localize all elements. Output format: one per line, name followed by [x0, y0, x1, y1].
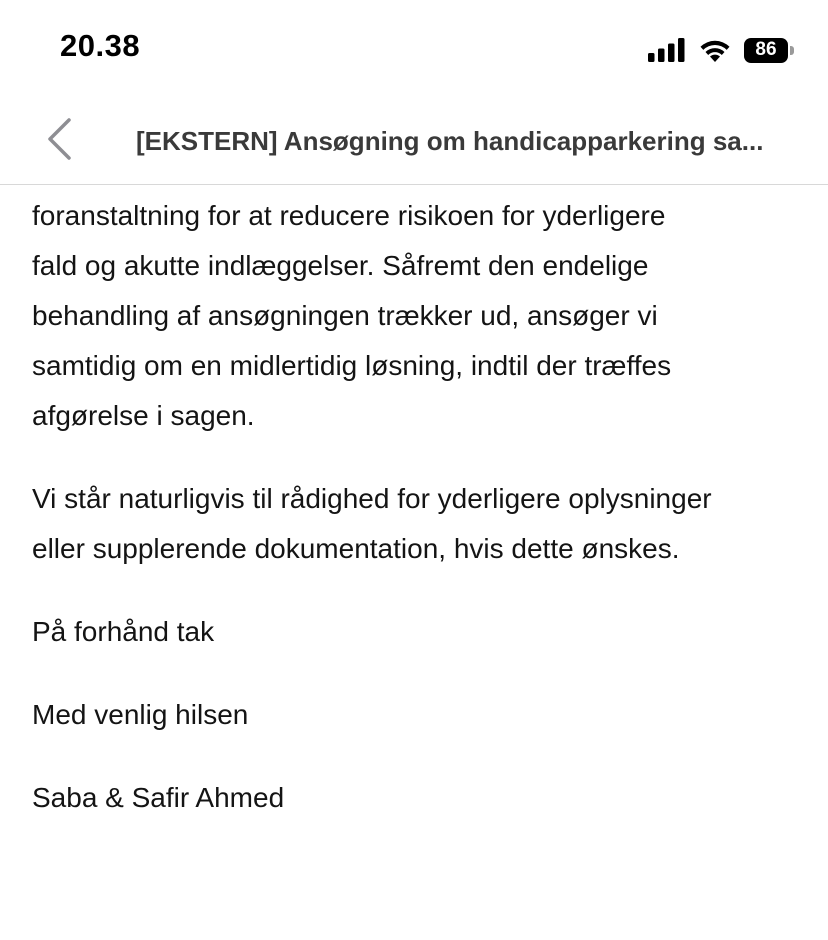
body-line: afgørelse i sagen. [32, 400, 255, 431]
body-line: fald og akutte indlæggelser. Såfremt den endelige [32, 250, 649, 281]
body-paragraph-1 [32, 191, 802, 441]
email-subject-title: [EKSTERN] Ansøgning om handicapparkering sa... [136, 126, 764, 156]
status-icons [648, 36, 794, 64]
email-body [32, 191, 802, 823]
battery-icon [744, 38, 794, 63]
body-line: samtidig om en midlertidig løsning, indtil der træffes [32, 350, 672, 381]
closing-line: Med venlig hilsen [32, 699, 249, 730]
body-line: Vi står naturligvis til rådighed for yderligere oplysninger [32, 483, 712, 514]
body-line: eller supplerende dokumentation, hvis dette ønskes. [32, 533, 680, 564]
body-line: foranstaltning for at reducere risikoen for yderligere [32, 200, 666, 231]
thanks-line: På forhånd tak [32, 616, 215, 647]
back-button[interactable] [36, 116, 82, 166]
cellular-signal-icon [648, 38, 686, 62]
chevron-left-icon [45, 117, 73, 166]
signature: Saba & Safir Ahmed [32, 782, 285, 813]
battery-level: 86 [744, 38, 788, 63]
status-bar [0, 0, 828, 100]
navigation-bar [0, 100, 828, 185]
body-paragraph-2 [32, 474, 802, 574]
battery-cap [790, 46, 794, 55]
wifi-icon [698, 38, 732, 63]
status-time: 20.38 [60, 28, 141, 63]
body-line: behandling af ansøgningen trækker ud, ansøger vi [32, 300, 658, 331]
